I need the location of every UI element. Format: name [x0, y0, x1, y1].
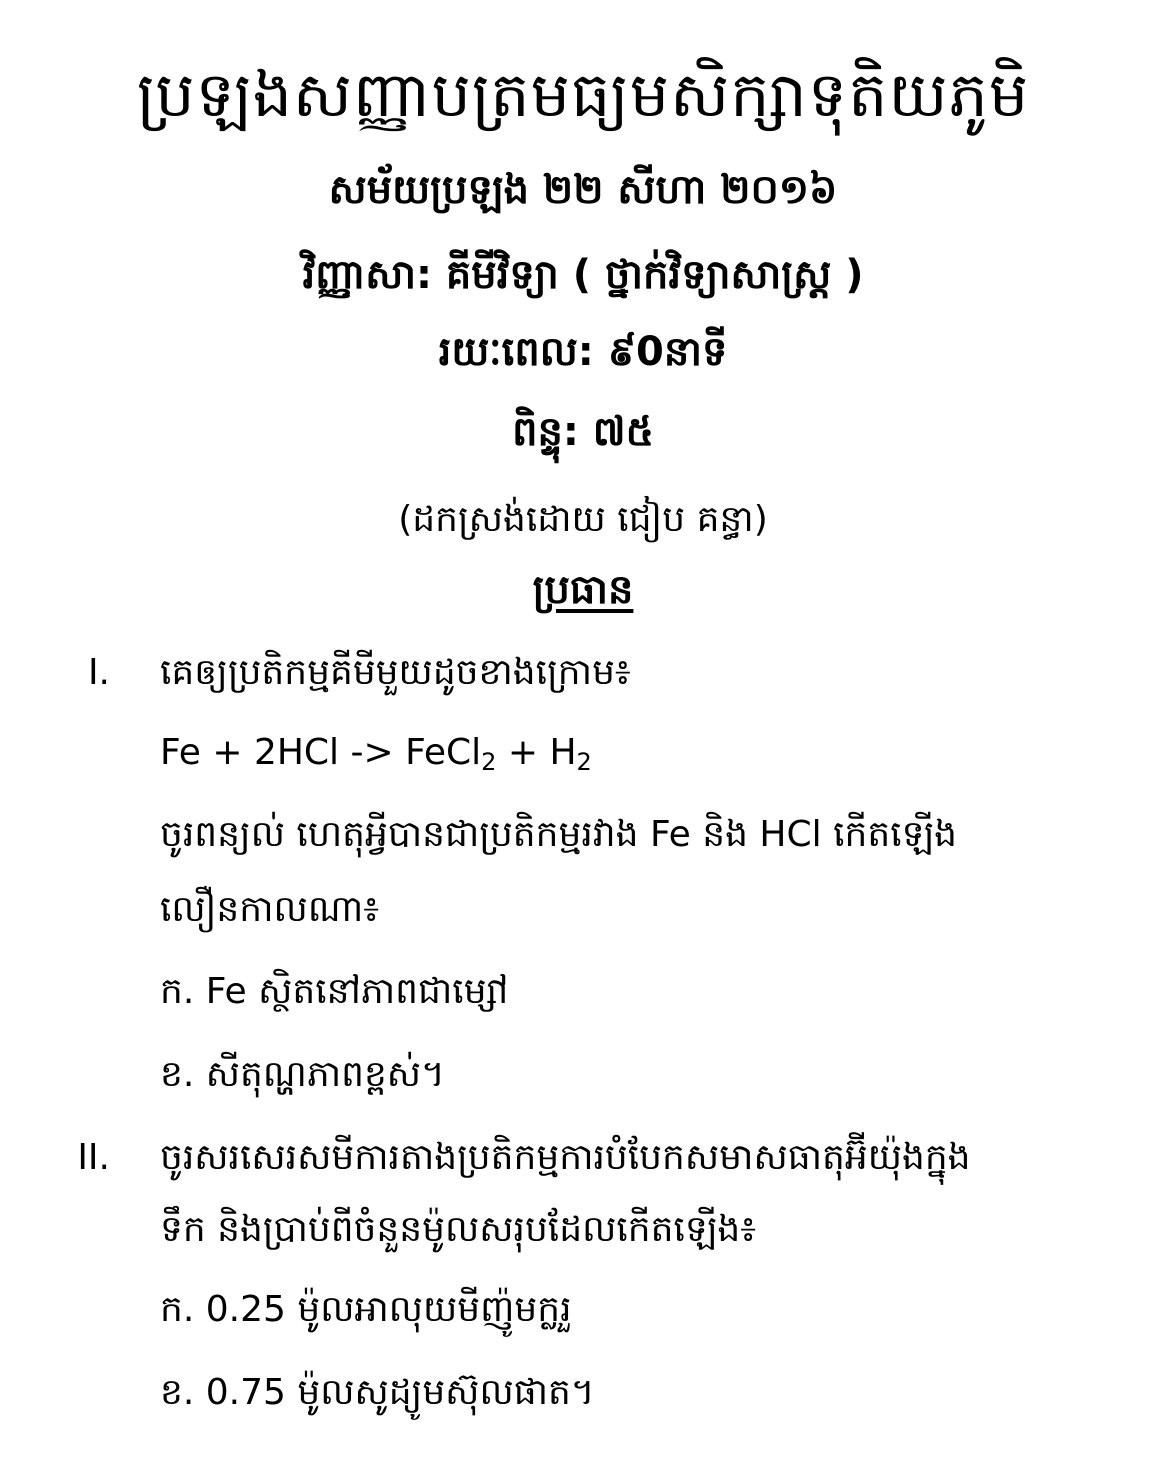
question-1-number: I. [87, 652, 110, 693]
question-2-prompt-line-2: ទឹក និងប្រាប់ពីចំនួនម៉ូលសរុបដែលកើតឡើង៖ [160, 1209, 757, 1250]
question-2-option-a: ក. 0.25 ម៉ូលអាលុយមីញ៉ូមក្លរួ [160, 1289, 572, 1330]
section-heading-text: ប្រធាន [532, 567, 634, 613]
exam-author: (ដកស្រង់ដោយ ជៀប គន្ធា) [398, 499, 768, 540]
equation-subscript-1: 2 [481, 748, 497, 776]
question-2-number: II. [77, 1137, 110, 1178]
exam-duration: រយៈពេល: ៩0នាទី [438, 329, 728, 375]
question-1-option-b: ខ. សីតុណ្ហភាពខ្ពស់។ [160, 1054, 445, 1095]
question-1-equation [160, 723, 592, 792]
question-2-option-b: ខ. 0.75 ម៉ូលសូដ្យូមស៊ុលផាត។ [160, 1372, 595, 1413]
exam-score: ពិន្ទុ: ៧៥ [512, 409, 654, 455]
question-2-prompt-line-1: ចូរសរសេរសមីការតាងប្រតិកម្មការបំបែកសមាសធាតុអ៊ីយ៉ុងក្នុង [160, 1137, 971, 1178]
question-1-explain-line-2: លឿនកាលណា៖ [160, 889, 380, 930]
exam-subject: វិញ្ញាសា: គីមីវិទ្យា ( ថ្នាក់វិទ្យាសាស្ត្រ ) [302, 252, 864, 298]
question-1-explain-line-1: ចូរពន្យល់ ហេតុអ្វីបានជាប្រតិកម្មរវាង Fe និង HCl កើតឡើង [160, 814, 957, 855]
question-1-option-a: ក. Fe ស្ថិតនៅភាពជាម្សៅ [160, 971, 509, 1012]
equation-part-1: Fe + 2HCl -> FeCl [160, 732, 482, 773]
section-heading [0, 560, 1166, 620]
equation-subscript-2: 2 [576, 748, 592, 776]
equation-part-2: + H [496, 732, 577, 773]
question-1-prompt: គេឲ្យប្រតិកម្មគីមីមួយដូចខាងក្រោម៖ [160, 652, 631, 693]
exam-title: ប្រឡងសញ្ញាបត្រមធ្យមសិក្សាទុតិយភូមិ [136, 58, 1030, 131]
exam-session: សម័យប្រឡង ២២ សីហា ២០១៦ [328, 167, 838, 213]
